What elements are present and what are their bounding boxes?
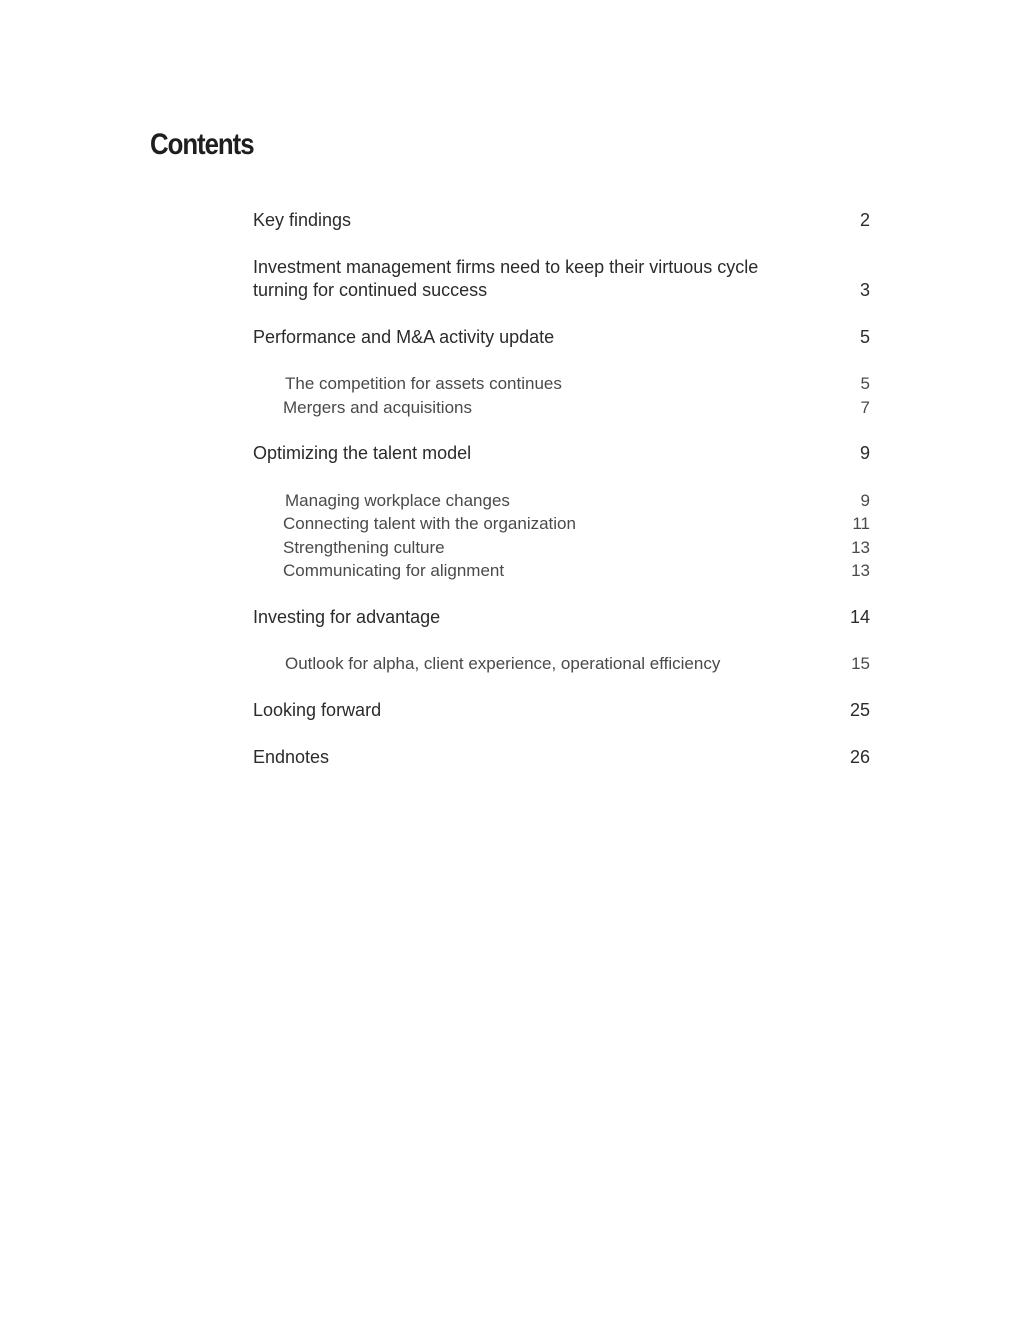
- toc-page-number: 9: [859, 443, 870, 463]
- toc-entry-investing-advantage[interactable]: [253, 606, 870, 629]
- toc-entry-label: Looking forward: [253, 700, 382, 720]
- toc-subentry-connecting-talent[interactable]: [283, 512, 870, 535]
- toc-subentry-strengthening-culture[interactable]: [283, 536, 870, 559]
- toc-subentry-communicating-alignment[interactable]: [283, 559, 870, 582]
- toc-entry-looking-forward[interactable]: [253, 699, 870, 722]
- toc-entry-key-findings[interactable]: [253, 209, 870, 232]
- toc-subentry-label: Communicating for alignment: [283, 561, 505, 580]
- toc-entry-performance-ma[interactable]: [253, 326, 870, 349]
- toc-subentry-label: Connecting talent with the organization: [283, 514, 576, 533]
- toc-subentry-label: The competition for assets continues: [285, 374, 562, 393]
- toc-subentry-label: Outlook for alpha, client experience, operational efficiency: [285, 654, 721, 673]
- toc-page-number: 5: [859, 327, 870, 347]
- toc-page-number: 14: [849, 607, 870, 627]
- toc-subentry-outlook-alpha[interactable]: [285, 652, 870, 675]
- toc-subentry-workplace-changes[interactable]: [285, 489, 870, 512]
- toc-page-number: 13: [851, 538, 870, 557]
- toc-page-number: 25: [849, 700, 870, 720]
- toc-entry-label: Investment management firms need to keep their virtuous cycle turning for continued success: [253, 257, 759, 300]
- toc-entry-label: Endnotes: [253, 747, 330, 767]
- toc-page-number: 2: [859, 210, 870, 230]
- toc-page-number: 11: [852, 514, 870, 533]
- toc-entry-label: Performance and M&A activity update: [253, 327, 555, 347]
- toc-entry-virtuous-cycle[interactable]: [253, 256, 870, 302]
- toc-page-number: 13: [851, 561, 870, 580]
- toc-subentry-label: Mergers and acquisitions: [283, 398, 472, 417]
- toc-page-number: 9: [860, 491, 870, 510]
- toc-subentry-label: Strengthening culture: [283, 538, 445, 557]
- toc-subentry-competition-assets[interactable]: [285, 372, 870, 395]
- toc-page-number: 15: [851, 654, 870, 673]
- toc-entry-label: Investing for advantage: [253, 607, 441, 627]
- toc-page-number: 26: [849, 747, 870, 767]
- toc-entry-endnotes[interactable]: [253, 746, 870, 769]
- toc-entry-label: Optimizing the talent model: [253, 443, 472, 463]
- toc-page-number: 7: [860, 398, 870, 417]
- toc-entry-talent-model[interactable]: [253, 442, 870, 465]
- toc-subentry-label: Managing workplace changes: [285, 491, 510, 510]
- toc-entry-label: Key findings: [253, 210, 352, 230]
- toc-page-number: 5: [860, 374, 870, 393]
- toc-subentry-mergers-acquisitions[interactable]: [283, 396, 870, 419]
- page-title: Contents: [150, 128, 254, 161]
- toc-page-number: 3: [859, 280, 870, 300]
